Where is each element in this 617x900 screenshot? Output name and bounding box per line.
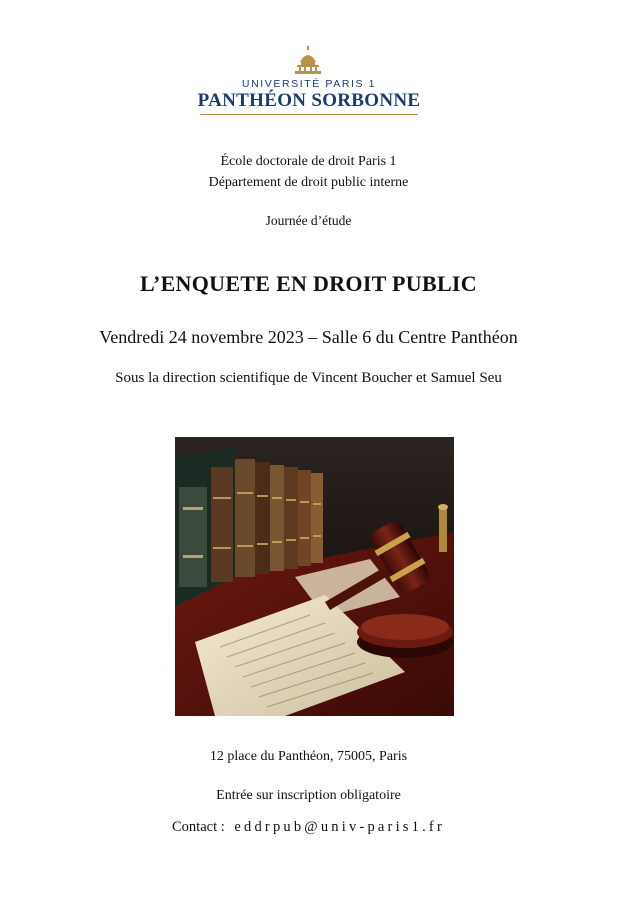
event-date-place: Vendredi 24 novembre 2023 – Salle 6 du Centre Panthéon	[99, 327, 518, 347]
logo-pantheon-sorbonne-text: PANTHÉON SORBONNE	[197, 90, 421, 111]
logo-university-text: UNIVERSITÉ PARIS 1	[241, 78, 377, 90]
event-title: L’ENQUETE EN DROIT PUBLIC	[140, 271, 477, 296]
contact-line	[0, 819, 617, 836]
law-books-gavel-illustration	[175, 437, 454, 716]
event-address: 12 place du Panthéon, 75005, Paris	[209, 749, 408, 764]
event-type: Journée d’étude	[265, 213, 352, 228]
scientific-direction: Sous la direction scientifique de Vincent Boucher et Samuel Seu	[115, 370, 502, 386]
contact-email-link[interactable]: eddrpub@univ-paris1.fr	[234, 819, 445, 835]
contact-label: Contact :	[172, 819, 225, 835]
university-logo	[196, 46, 422, 120]
doctoral-school: École doctorale de droit Paris 1	[220, 154, 397, 169]
logo-underline	[200, 114, 418, 115]
pantheon-dome-icon	[292, 46, 324, 74]
registration-note: Entrée sur inscription obligatoire	[216, 788, 401, 803]
department: Département de droit public interne	[208, 175, 409, 190]
